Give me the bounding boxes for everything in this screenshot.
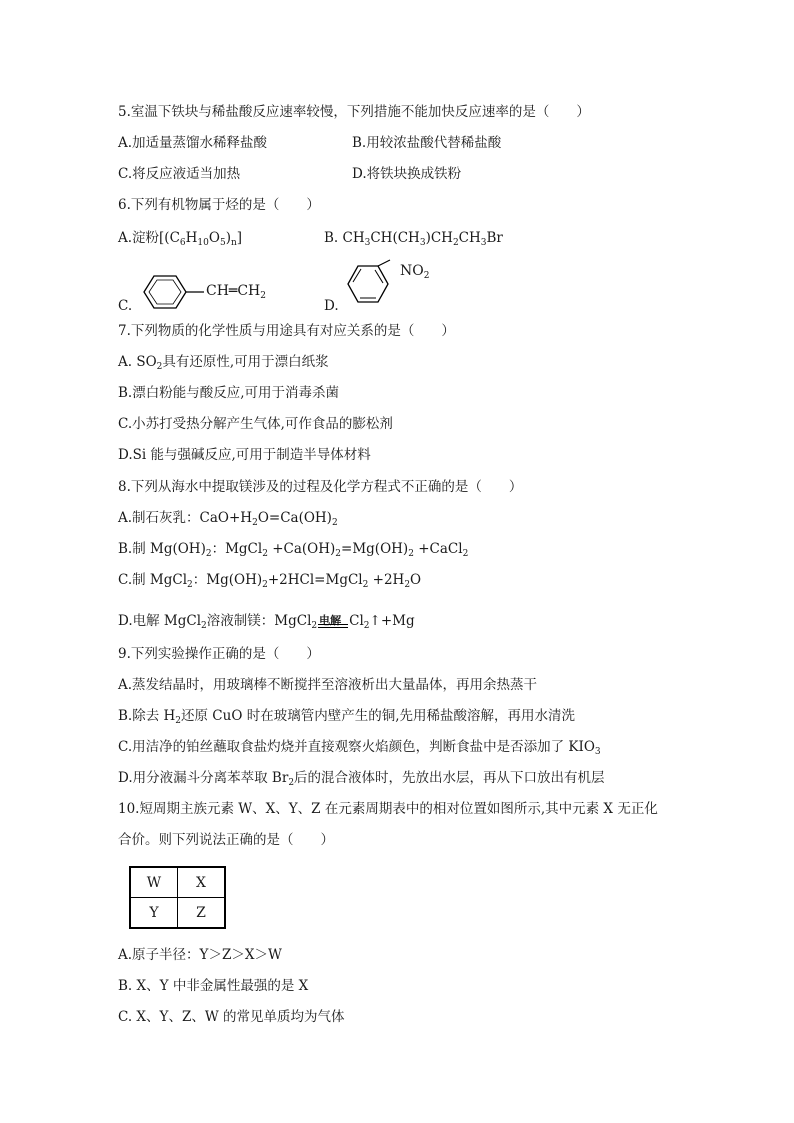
q6-option-d-label: D. bbox=[324, 298, 339, 314]
q6-option-c-label: C. bbox=[118, 298, 133, 314]
q8-option-c: C.制 MgCl$_2$：$Mg(OH)_2+2HCl=MgCl_2 +2H_2O$ bbox=[118, 572, 422, 590]
q10-option-b: B. X、Y 中非金属性最强的是 X bbox=[118, 978, 309, 994]
q10-option-c: C. X、Y、Z、W 的常见单质均为气体 bbox=[118, 1009, 345, 1025]
q7-option-b: B.漂白粉能与酸反应,可用于消毒杀菌 bbox=[118, 385, 340, 401]
q8-option-a: A.制石灰乳：$CaO+H_2O=Ca(OH)_2$ bbox=[118, 510, 338, 528]
electrolysis-condition: 电解 bbox=[318, 611, 348, 633]
q9-option-a: A.蒸发结晶时，用玻璃棒不断搅拌至溶液析出大量晶体，再用余热蒸干 bbox=[118, 677, 538, 693]
q9-option-d: D.用分液漏斗分离苯萃取 $Br_2$后的混合液体时，先放出水层，再从下口放出有机层 bbox=[118, 770, 605, 788]
q5-stem: 5.室温下铁块与稀盐酸反应速率较慢，下列措施不能加快反应速率的是（ ） bbox=[118, 104, 590, 120]
q6-option-b: B. $CH_3CH(CH_3)CH_2CH_3Br$ bbox=[324, 230, 503, 248]
q7-stem: 7.下列物质的化学性质与用途具有对应关系的是（ ） bbox=[118, 323, 455, 339]
q8-option-d: D.电解 MgCl$_2$溶液制镁：MgCl$_2$ 电解 $Cl_2↑+Mg$ bbox=[118, 609, 415, 633]
q6-stem: 6.下列有机物属于烃的是（ ） bbox=[118, 197, 320, 213]
grid-cell-z: Z bbox=[178, 898, 226, 929]
q10-option-a: A.原子半径：Y＞Z＞X＞W bbox=[118, 947, 282, 963]
q9-stem: 9.下列实验操作正确的是（ ） bbox=[118, 646, 320, 662]
q5-option-d: D.将铁块换成铁粉 bbox=[352, 166, 462, 182]
q7-option-c: C.小苏打受热分解产生气体,可作食品的膨松剂 bbox=[118, 416, 393, 432]
q5-option-b: B.用较浓盐酸代替稀盐酸 bbox=[352, 135, 502, 151]
q5-option-a: A.加适量蒸馏水稀释盐酸 bbox=[118, 135, 268, 151]
grid-cell-x: X bbox=[178, 867, 226, 898]
q6-option-a: A.淀粉$[(C_6H_{10}O_5)_n]$ bbox=[118, 230, 243, 248]
periodic-position-grid bbox=[129, 866, 226, 929]
q9-option-b: B.除去 $H_2$还原 CuO 时在玻璃管内壁产生的铜,先用稀盐酸溶解，再用水清洗 bbox=[118, 708, 575, 726]
q6-option-c-vinyl: $CH═CH_2$ bbox=[206, 283, 267, 301]
q8-option-b: B.制 $Mg(OH)_2$：MgCl$_2$ $+Ca(OH)_2=Mg(OH)_2$ +CaCl$_2$ bbox=[118, 541, 469, 559]
q9-option-c: C.用洁净的铂丝蘸取食盐灼烧并直接观察火焰颜色，判断食盐中是否添加了 $KIO_3$ bbox=[118, 739, 601, 757]
q10-stem-line2: 合价。则下列说法正确的是（ ） bbox=[118, 832, 334, 848]
benzene-ring-icon bbox=[344, 256, 400, 308]
grid-cell-w: W bbox=[130, 867, 178, 898]
q8-stem: 8.下列从海水中提取镁涉及的过程及化学方程式不正确的是（ ） bbox=[118, 479, 523, 495]
q6-option-d-nitro: $NO_2$ bbox=[400, 263, 430, 281]
grid-cell-y: Y bbox=[130, 898, 178, 929]
q7-option-a: A. $SO_2$具有还原性,可用于漂白纸浆 bbox=[118, 354, 329, 372]
q5-option-c: C.将反应液适当加热 bbox=[118, 166, 241, 182]
q7-option-d: D.Si 能与强碱反应,可用于制造半导体材料 bbox=[118, 447, 371, 463]
benzene-ring-icon bbox=[136, 272, 206, 312]
q10-stem-line1: 10.短周期主族元素 W、X、Y、Z 在元素周期表中的相对位置如图所示,其中元素 X 无正化 bbox=[118, 801, 658, 817]
